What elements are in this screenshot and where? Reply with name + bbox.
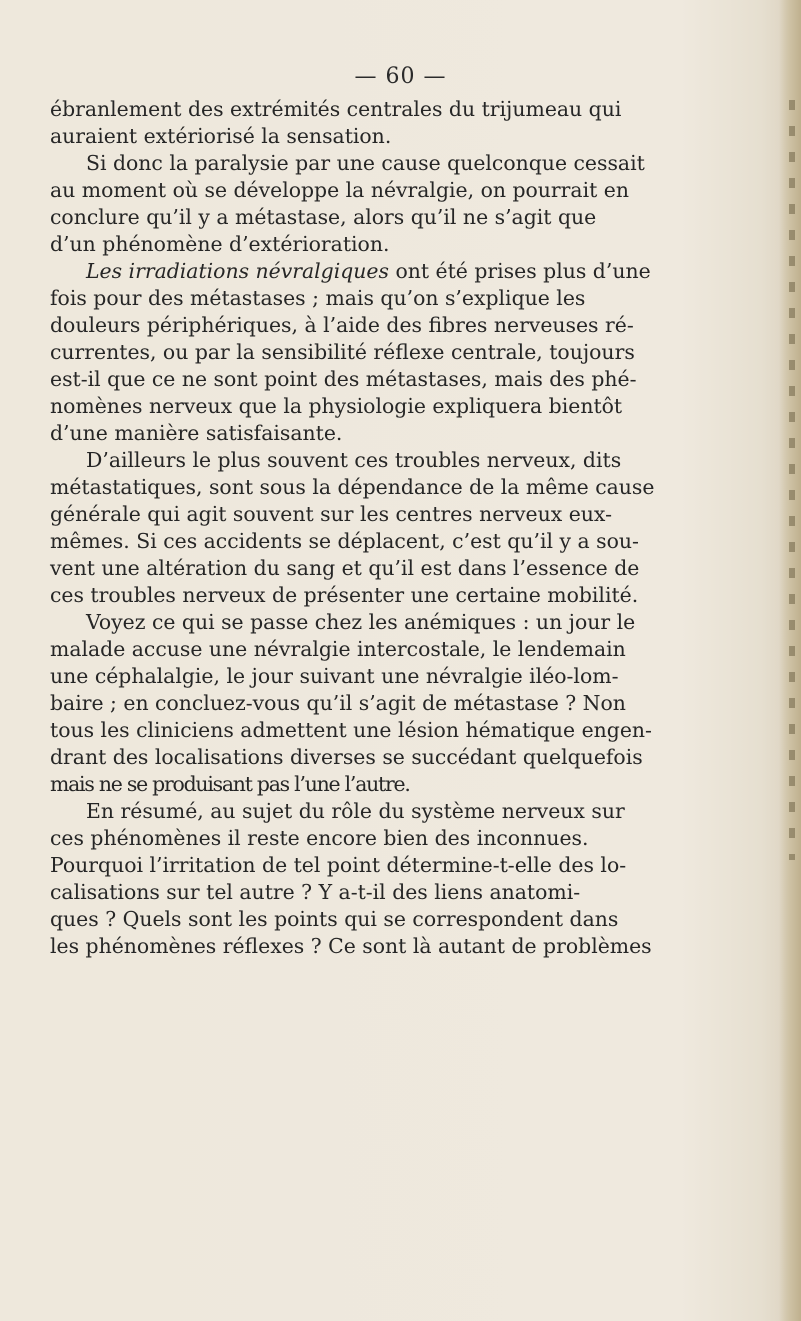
text-line: ques ? Quels sont les points qui se correspondent dans [50, 907, 619, 931]
text-line: métastatiques, sont sous la dépendance de la même cause [50, 475, 655, 499]
text-line: currentes, ou par la sensibilité réflexe centrale, toujours [50, 340, 635, 364]
text-line: les phénomènes réflexes ? Ce sont là autant de problèmes [50, 934, 652, 958]
text-line: nomènes nerveux que la physiologie expliquera bientôt [50, 394, 623, 418]
italic-phrase: Les irradiations névralgiques [86, 259, 389, 283]
text-line: ébranlement des extrémités centrales du trijumeau qui [50, 97, 622, 121]
text-line: Si donc la paralysie par une cause quelconque cessait [86, 151, 645, 175]
text-line: est-il que ce ne sont point des métastases, mais des phé- [50, 367, 637, 391]
text-line: mêmes. Si ces accidents se déplacent, c’est qu’il y a sou- [50, 529, 639, 553]
text-line: Pourquoi l’irritation de tel point détermine-t-elle des lo- [50, 853, 627, 877]
text-line: Les irradiations névralgiques ont été prises plus d’une [86, 259, 651, 283]
text-line: douleurs périphériques, à l’aide des fibres nerveuses ré- [50, 313, 634, 337]
text-line: En résumé, au sujet du rôle du système nerveux sur [86, 799, 625, 823]
text-line: fois pour des métastases ; mais qu’on s’explique les [50, 286, 586, 310]
text-line: calisations sur tel autre ? Y a-t-il des liens anatomi- [50, 880, 581, 904]
text-line: une céphalalgie, le jour suivant une névralgie iléo-lom- [50, 664, 619, 688]
text-line: conclure qu’il y a métastase, alors qu’il ne s’agit que [50, 205, 597, 229]
page-number-header: — 60 — [354, 64, 447, 89]
text-line: ces troubles nerveux de présenter une certaine mobilité. [50, 583, 639, 607]
text-line: drant des localisations diverses se succédant quelquefois [50, 745, 643, 769]
text-line: malade accuse une névralgie intercostale, le lendemain [50, 637, 626, 661]
facing-page-edge-marks [789, 100, 795, 860]
text-line: tous les cliniciens admettent une lésion hématique engen- [50, 718, 652, 742]
text-line: auraient extériorisé la sensation. [50, 124, 392, 148]
text-line: d’une manière satisfaisante. [50, 421, 343, 445]
text-line: au moment où se développe la névralgie, on pourrait en [50, 178, 629, 202]
text-line: mais ne se produisant pas l’une l’autre. [50, 772, 410, 796]
text-line: vent une altération du sang et qu’il est dans l’essence de [50, 556, 640, 580]
text-line: baire ; en concluez-vous qu’il s’agit de métastase ? Non [50, 691, 626, 715]
text-line: générale qui agit souvent sur les centres nerveux eux- [50, 502, 612, 526]
text-line: d’un phénomène d’extérioration. [50, 232, 390, 256]
text-line: ces phénomènes il reste encore bien des inconnues. [50, 826, 589, 850]
text-line: Voyez ce qui se passe chez les anémiques : un jour le [86, 610, 636, 634]
text-line: D’ailleurs le plus souvent ces troubles nerveux, dits [86, 448, 622, 472]
